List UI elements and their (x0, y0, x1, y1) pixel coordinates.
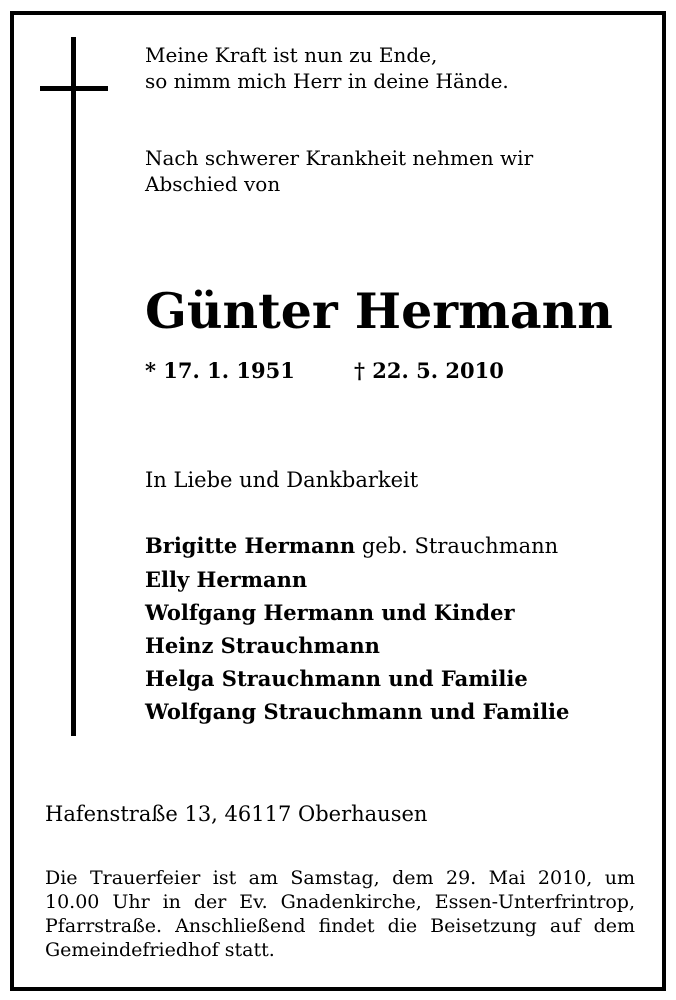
mourner-item (145, 596, 569, 629)
intro-line-1: Nach schwerer Krankheit nehmen wir (145, 146, 534, 170)
intro-line-2: Abschied von (145, 172, 281, 196)
mourner-item (145, 563, 569, 596)
mourner-item (145, 662, 569, 695)
service-line-3: Pfarrstraße. Anschließend findet die Beisetzung auf dem (45, 915, 635, 937)
service-line-1: Die Trauerfeier ist am Samstag, dem 29. Mai 2010, um (45, 867, 635, 889)
funeral-service-info (45, 866, 635, 962)
mourners-list (145, 529, 569, 728)
cross-symbol-vertical (71, 37, 76, 736)
birth-date: * 17. 1. 1951 (145, 358, 295, 383)
mourner-name: Helga Strauchmann und Familie (145, 666, 528, 691)
poem-line-2: so nimm mich Herr in deine Hände. (145, 69, 509, 93)
intro-text (145, 145, 533, 197)
mourner-item (145, 529, 569, 563)
mourner-item (145, 629, 569, 662)
mourner-name: Wolfgang Strauchmann und Familie (145, 699, 570, 724)
poem-verse (145, 42, 509, 94)
dedication-text: In Liebe und Dankbarkeit (145, 468, 419, 492)
mourner-name: Heinz Strauchmann (145, 633, 380, 658)
deceased-name: Günter Hermann (145, 282, 613, 340)
mourner-item (145, 695, 569, 728)
mourner-note: geb. Strauchmann (355, 534, 559, 558)
poem-line-1: Meine Kraft ist nun zu Ende, (145, 43, 438, 67)
service-line-2: 10.00 Uhr in der Ev. Gnadenkirche, Essen-Unterfrintrop, (45, 891, 635, 913)
life-dates (145, 356, 545, 386)
mourner-name: Brigitte Hermann (145, 533, 356, 558)
cross-symbol-horizontal (40, 86, 108, 91)
mourner-name: Wolfgang Hermann und Kinder (145, 600, 515, 625)
mourner-name: Elly Hermann (145, 567, 308, 592)
service-line-4: Gemeindefriedhof statt. (45, 939, 275, 961)
family-address: Hafenstraße 13, 46117 Oberhausen (45, 802, 428, 826)
death-date: † 22. 5. 2010 (354, 358, 504, 383)
